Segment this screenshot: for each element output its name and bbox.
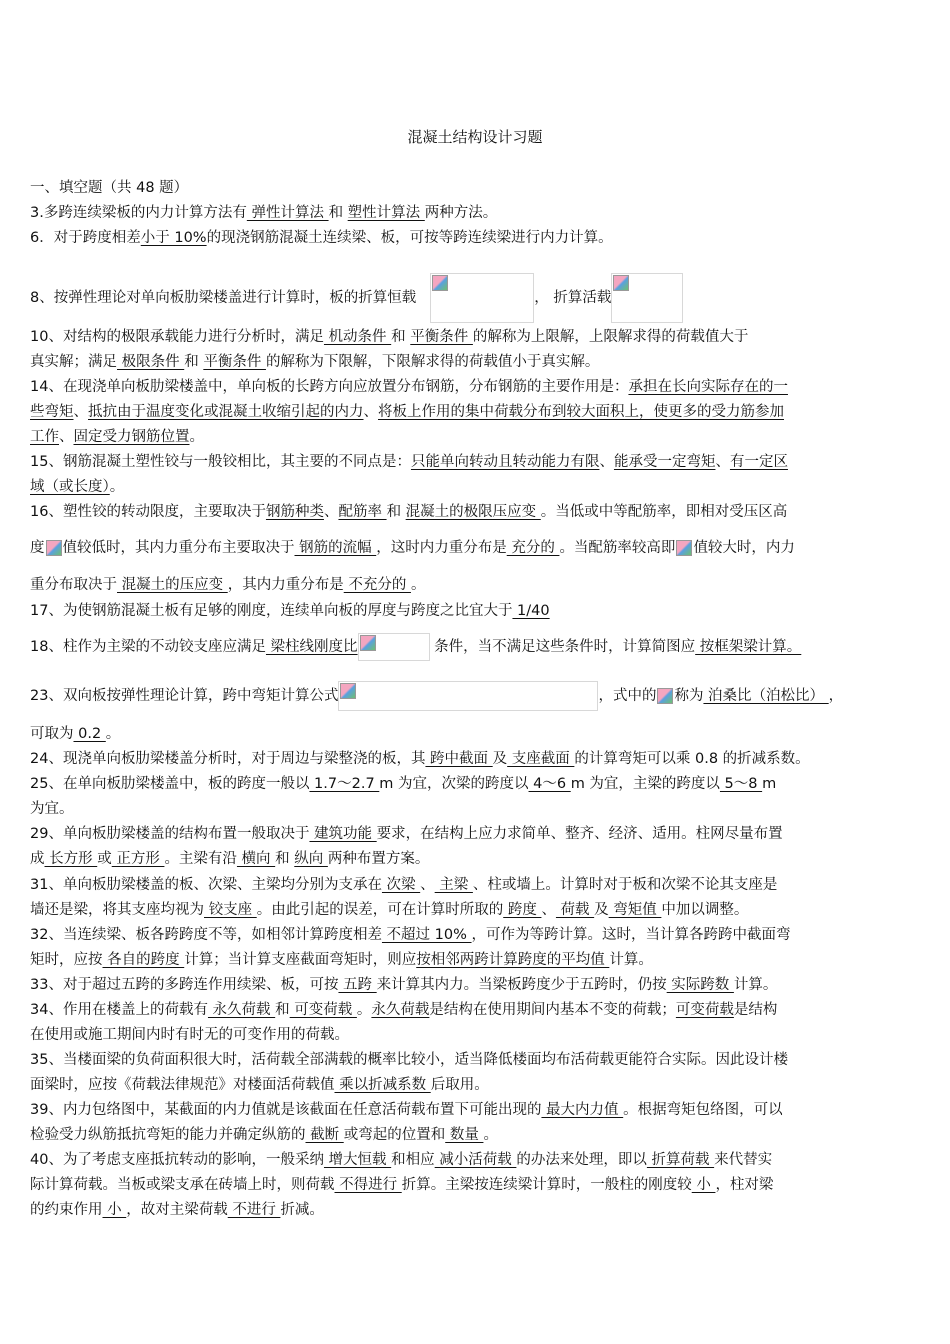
answer: 配筋率 — [338, 504, 387, 520]
answer: 支座截面 — [507, 751, 575, 767]
question-24: 24、现浇单向板肋梁楼盖分析时，对于周边与梁整浇的板，其 跨中截面 及 支座截面 的计算弯矩可以乘 0.8 的折减系数。 — [30, 751, 810, 767]
answer: 承担在长向实际存在的一 — [628, 379, 788, 395]
answer: 截断 — [305, 1127, 344, 1143]
answer: 钢筋的流幅 — [294, 540, 377, 556]
question-35-line-2: 面梁时，应按《荷载法律规范》对楼面活荷载值 乘以折减系数 后取用。 — [30, 1077, 489, 1093]
answer: 不得进行 — [334, 1177, 402, 1193]
question-39-line-2: 检验受力纵筋抵抗弯矩的能力并确定纵筋的 截断 或弯起的位置和 数量 。 — [30, 1127, 498, 1143]
answer: 小 — [691, 1177, 716, 1193]
answer: 跨度 — [503, 902, 542, 918]
answer: 主梁 — [434, 877, 473, 893]
answer: 不超过 10% — [381, 927, 472, 943]
answer: 最大内力值 — [541, 1102, 624, 1118]
answer: 平衡条件 — [203, 354, 266, 370]
formula-image-icon — [430, 273, 534, 323]
question-33: 33、对于超过五跨的多跨连作用续梁、板，可按 五跨 来计算其内力。当梁板跨度少于五跨时，仍按 实际跨数 计算。 — [30, 977, 778, 993]
answer: 混凝土的极限压应变 — [405, 504, 541, 520]
question-8: 8、按弹性理论对单向板肋梁楼盖进行计算时，板的折算恒载 ， 折算活载 — [30, 272, 920, 324]
answer: 1.7～2.7 — [309, 776, 380, 792]
answer: 可变荷载 — [675, 1002, 734, 1018]
question-15-line-1: 15、钢筋混凝土塑性铰与一般铰相比，其主要的不同点是：只能单向转动且转动能力有限、能承受一定弯矩、有一定区 — [30, 454, 788, 470]
answer: 工作 — [30, 429, 59, 445]
answer: 极限条件 — [117, 354, 185, 370]
question-16-line-3: 重分布取决于 混凝土的压应变 ，其内力重分布是 不充分的 。 — [30, 577, 426, 593]
question-40-line-1: 40、为了考虑支座抵抗转动的影响，一般采纳 增大恒载 和相应 减小活荷载 的办法来处理，即以 折算荷载 来代替实 — [30, 1152, 773, 1168]
answer: 1/40 — [512, 603, 550, 619]
answer: 0.2 — [73, 726, 106, 742]
answer: 铰支座 — [204, 902, 257, 918]
answer: 长方形 — [44, 851, 98, 867]
answer: 纵向 — [294, 851, 328, 867]
answer: 减小活荷载 — [434, 1152, 517, 1168]
formula-image-icon — [338, 681, 598, 711]
answer: 不充分的 — [343, 577, 411, 593]
question-10-line-2: 真实解；满足 极限条件 和 平衡条件 的解称为下限解，下限解求得的荷载值小于真实解。 — [30, 354, 600, 370]
answer: 次梁 — [381, 877, 421, 893]
answer: 小于 10% — [140, 230, 207, 246]
question-25-line-2: 为宜。 — [30, 801, 74, 817]
answer: 将板上作用的集中荷载分布到较大面积上，使更多的受力筋参加 — [378, 404, 784, 420]
answer: 按相邻两跨计算跨度的平均值 — [416, 952, 610, 968]
answer: 弯矩值 — [608, 902, 662, 918]
answer: 域（或长度） — [30, 479, 110, 495]
document-title: 混凝土结构设计习题 — [407, 128, 543, 146]
answer: 机动条件 — [323, 329, 392, 345]
formula-image-icon — [46, 540, 62, 556]
answer: 5～8 — [719, 776, 763, 792]
answer: 各自的跨度 — [102, 952, 185, 968]
question-18: 18、柱作为主梁的不动铰支座应满足 梁柱线刚度比 条件，当不满足这些条件时，计算简图应 按框架梁计算。 — [30, 632, 920, 662]
question-17: 17、为使钢筋混凝土板有足够的刚度，连续单向板的厚度与跨度之比宜大于 1/40 — [30, 603, 550, 619]
answer: 乘以折减系数 — [334, 1077, 431, 1093]
formula-image-icon — [676, 540, 692, 556]
answer: 不进行 — [227, 1202, 281, 1218]
question-14-line-3: 工作、固定受力钢筋位置。 — [30, 429, 204, 445]
question-29-line-2: 成 长方形 或 正方形 。主梁有沿 横向 和 纵向 两种布置方案。 — [30, 851, 430, 867]
question-34-line-1: 34、作用在楼盖上的荷载有 永久荷载 和 可变荷载 。永久荷载是结构在使用期间内基本不变的荷载；可变荷载是结构 — [30, 1002, 778, 1018]
formula-image-icon — [358, 633, 430, 661]
answer: 有一定区 — [729, 454, 788, 470]
question-39-line-1: 39、内力包络图中，某截面的内力值就是该截面在任意活荷载布置下可能出现的 最大内力值 。根据弯矩包络图，可以 — [30, 1102, 783, 1118]
question-23-line-2: 可取为 0.2 。 — [30, 726, 121, 742]
question-6: 6．对于跨度相差小于 10%的现浇钢筋混凝土连续梁、板，可按等跨连续梁进行内力计算。 — [30, 230, 613, 246]
question-16-line-2: 度 值较低时，其内力重分布主要取决于 钢筋的流幅 ，这时内力重分布是 充分的 。当配筋率较高即 值较大时，内力 — [30, 540, 795, 556]
answer: 充分的 — [506, 540, 560, 556]
answer: 能承受一定弯矩 — [613, 454, 716, 470]
question-25-line-1: 25、在单向板肋梁楼盖中，板的跨度一般以 1.7～2.7 m 为宜，次梁的跨度以 4～6 m 为宜，主梁的跨度以 5～8 m — [30, 776, 777, 792]
answer: 荷载 — [555, 902, 595, 918]
answer: 泊桑比（泊松比） — [703, 688, 829, 704]
question-40-line-2: 际计算荷载。当板或梁支承在砖墙上时，则荷载 不得进行 折算。主梁按连续梁计算时，一般柱的刚度较 小 ，柱对梁 — [30, 1177, 774, 1193]
answer: 折算荷载 — [646, 1152, 715, 1168]
answer: 可变荷载 — [289, 1002, 357, 1018]
answer: 横向 — [236, 851, 276, 867]
answer: 固定受力钢筋位置 — [73, 429, 190, 445]
answer: 混凝土的压应变 — [117, 577, 228, 593]
question-10-line-1: 10、对结构的极限承载能力进行分析时，满足 机动条件 和 平衡条件 的解称为上限解，上限解求得的荷载值大于 — [30, 329, 749, 345]
answer: 4～6 — [528, 776, 571, 792]
question-34-line-2: 在使用或施工期间内时有时无的可变作用的荷载。 — [30, 1027, 349, 1043]
question-23-line-1: 23、双向板按弹性理论计算，跨中弯矩计算公式 ，式中的 称为 泊桑比（泊松比） ， — [30, 680, 920, 712]
answer: 增大恒载 — [323, 1152, 392, 1168]
question-3: 3.多跨连续梁板的内力计算方法有 弹性计算法 和 塑性计算法 两种方法。 — [30, 205, 498, 221]
question-31-line-2: 墙还是梁，将其支座均视为 铰支座 。由此引起的误差，可在计算时所取的 跨度 、 荷载 及 弯矩值 中加以调整。 — [30, 902, 749, 918]
question-16-line-1: 16、塑性铰的转动限度，主要取决于钢筋种类、配筋率 和 混凝土的极限压应变 。当低或中等配筋率，即相对受压区高 — [30, 504, 788, 520]
formula-image-icon — [657, 688, 673, 704]
answer: 永久荷载 — [371, 1002, 430, 1018]
answer: 弹性计算法 — [246, 205, 329, 221]
question-14-line-1: 14、在现浇单向板肋梁楼盖中，单向板的长跨方向应放置分布钢筋，分布钢筋的主要作用是：承担在长向实际存在的一 — [30, 379, 788, 395]
formula-image-icon — [611, 273, 683, 323]
answer: 永久荷载 — [207, 1002, 276, 1018]
question-15-line-2: 域（或长度）。 — [30, 479, 125, 495]
answer: 按框架梁计算。 — [695, 639, 802, 655]
answer: 梁柱线刚度比 — [265, 639, 358, 655]
answer: 抵抗由于温度变化或混凝土收缩引起的内力 — [88, 404, 364, 420]
answer: 跨中截面 — [425, 751, 493, 767]
section-heading: 一、填空题（共 48 题） — [30, 180, 189, 196]
answer: 塑性计算法 — [347, 205, 425, 221]
question-40-line-3: 的约束作用 小 ，故对主梁荷载 不进行 折减。 — [30, 1202, 324, 1218]
question-32-line-1: 32、当连续梁、板各跨跨度不等，如相邻计算跨度相差 不超过 10% ，可作为等跨计算。这时，当计算各跨跨中截面弯 — [30, 927, 791, 943]
answer: 钢筋种类 — [265, 504, 324, 520]
question-32-line-2: 矩时，应按 各自的跨度 计算；当计算支座截面弯矩时，则应按相邻两跨计算跨度的平均值 计算。 — [30, 952, 653, 968]
question-31-line-1: 31、单向板肋梁楼盖的板、次梁、主梁均分别为支承在 次梁 、 主梁 、柱或墙上。计算时对于板和次梁不论其支座是 — [30, 877, 778, 893]
answer: 只能单向转动且转动能力有限 — [410, 454, 600, 470]
answer: 小 — [102, 1202, 127, 1218]
question-29-line-1: 29、单向板肋梁楼盖的结构布置一般取决于 建筑功能 要求，在结构上应力求简单、整齐、经济、适用。柱网尽量布置 — [30, 826, 783, 842]
question-14-line-2: 些弯矩、抵抗由于温度变化或混凝土收缩引起的内力、将板上作用的集中荷载分布到较大面积上，使更多的受力筋参加 — [30, 404, 784, 420]
answer: 数量 — [445, 1127, 484, 1143]
answer: 建筑功能 — [309, 826, 377, 842]
answer: 五跨 — [338, 977, 377, 993]
answer: 平衡条件 — [410, 329, 473, 345]
question-35-line-1: 35、当楼面梁的负荷面积很大时，活荷载全部满载的概率比较小，适当降低楼面均布活荷载更能符合实际。因此设计楼 — [30, 1052, 788, 1068]
answer: 实际跨数 — [666, 977, 734, 993]
answer: 些弯矩 — [30, 404, 74, 420]
answer: 正方形 — [111, 851, 165, 867]
